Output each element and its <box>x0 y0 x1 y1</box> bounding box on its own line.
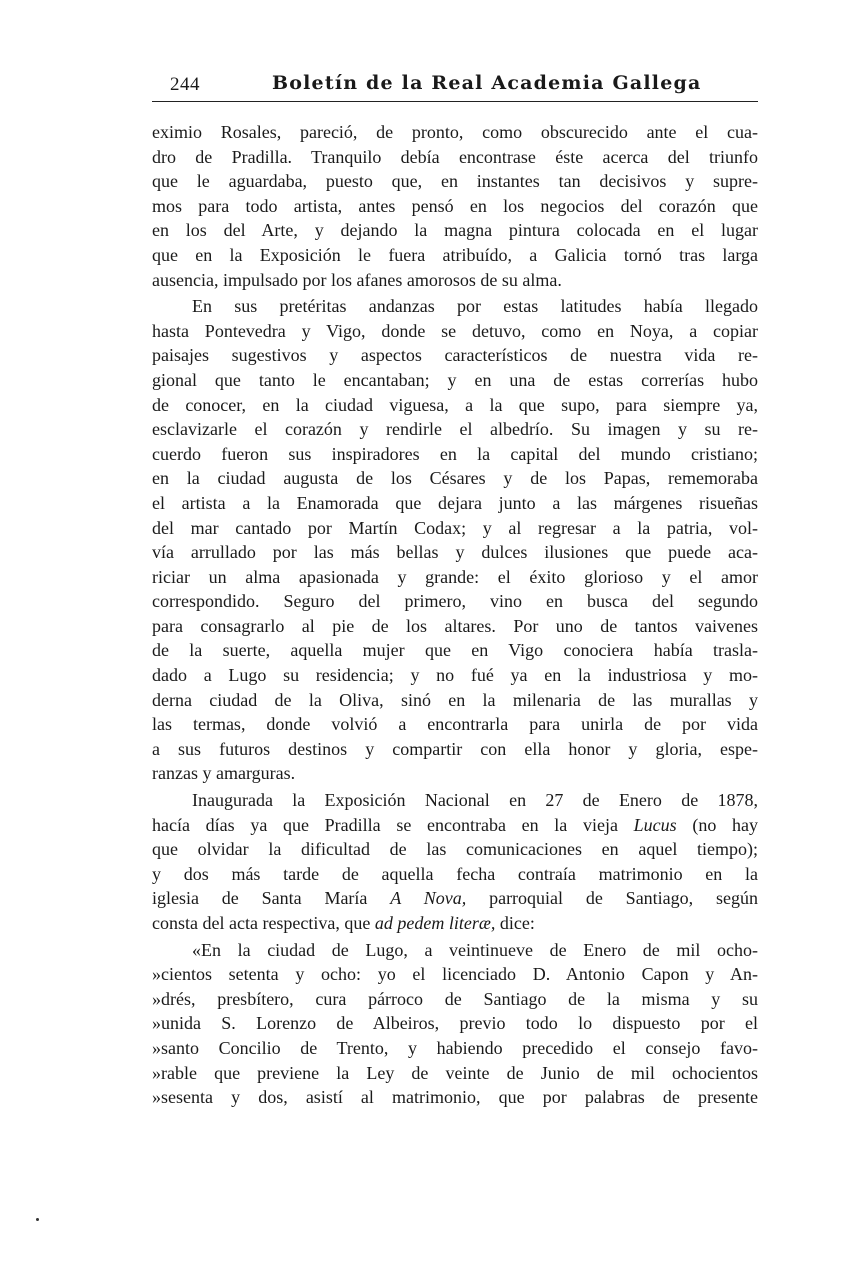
page-number: 244 <box>170 74 200 95</box>
running-title: Boletín de la Real Academia Gallega <box>272 72 702 94</box>
body-text <box>152 120 758 1110</box>
text-line: esclavizarle el corazón y rendirle el albedrío. Su imagen y su re- <box>152 419 758 440</box>
text-line: dro de Pradilla. Tranquilo debía encontrase éste acerca del triunfo <box>152 146 758 167</box>
text-line: ranzas y amarguras. <box>152 763 296 784</box>
text-line: En sus pretéritas andanzas por estas latitudes había llegado <box>192 296 758 317</box>
text-line: las termas, donde volvió a encontrarla para unirla de por vida <box>152 714 758 735</box>
text-line: ausencia, impulsado por los afanes amorosos de su alma. <box>152 269 562 290</box>
text-line: cuerdo fueron sus inspiradores en la capital del mundo cristiano; <box>152 443 758 464</box>
text-line: correspondido. Seguro del primero, vino en busca del segundo <box>152 591 758 612</box>
header-rule <box>152 101 758 102</box>
paragraph <box>152 938 758 1110</box>
text-line: gional que tanto le encantaban; y en una de estas correrías hubo <box>152 369 758 390</box>
text-line: dado a Lugo su residencia; y no fué ya en la industriosa y mo- <box>152 665 758 686</box>
text-line: en la ciudad augusta de los Césares y de los Papas, rememoraba <box>152 468 758 489</box>
paragraph <box>152 294 758 786</box>
paragraph <box>152 120 758 292</box>
stray-mark <box>36 1218 39 1221</box>
text-line: y dos más tarde de aquella fecha contraía matrimonio en la <box>152 863 758 884</box>
text-line: «En la ciudad de Lugo, a veintinueve de Enero de mil ocho- <box>192 939 758 960</box>
text-line: para consagrarlo al pie de los altares. Por uno de tantos vaivenes <box>152 615 758 636</box>
text-line: Inaugurada la Exposición Nacional en 27 de Enero de 1878, <box>192 790 758 811</box>
text-line: iglesia de Santa María A Nova, parroquial de Santiago, según <box>152 888 758 909</box>
text-line: »sesenta y dos, asistí al matrimonio, que por palabras de presente <box>152 1087 758 1108</box>
text-line: »drés, presbítero, cura párroco de Santiago de la misma y su <box>152 988 758 1009</box>
text-line: derna ciudad de la Oliva, sinó en la milenaria de las murallas y <box>152 689 758 710</box>
text-line: de conocer, en la ciudad viguesa, a la que supo, para siempre ya, <box>152 394 758 415</box>
text-line: mos para todo artista, antes pensó en los negocios del corazón que <box>152 195 758 216</box>
text-line: en los del Arte, y dejando la magna pintura colocada en el lugar <box>152 220 758 241</box>
text-line: hasta Pontevedra y Vigo, donde se detuvo, como en Noya, a copiar <box>152 320 758 341</box>
text-line: vía arrullado por las más bellas y dulces ilusiones que puede aca- <box>152 542 758 563</box>
running-header <box>152 70 758 100</box>
text-line: »rable que previene la Ley de veinte de Junio de mil ochocientos <box>152 1062 758 1083</box>
text-line: del mar cantado por Martín Codax; y al regresar a la patria, vol- <box>152 517 758 538</box>
paragraph <box>152 788 758 936</box>
text-line: »unida S. Lorenzo de Albeiros, previo todo lo dispuesto por el <box>152 1013 758 1034</box>
text-line: »santo Concilio de Trento, y habiendo precedido el consejo favo- <box>152 1037 758 1058</box>
text-line: consta del acta respectiva, que ad pedem literæ, dice: <box>152 913 535 933</box>
text-line: de la suerte, aquella mujer que en Vigo conociera había trasla- <box>152 640 758 661</box>
text-line: el artista a la Enamorada que dejara junto a las márgenes risueñas <box>152 492 758 513</box>
text-line: hacía días ya que Pradilla se encontraba en la vieja Lucus (no hay <box>152 814 758 835</box>
text-line: que le aguardaba, puesto que, en instantes tan decisivos y supre- <box>152 171 758 192</box>
text-line: que en la Exposición le fuera atribuído, a Galicia tornó tras larga <box>152 244 758 265</box>
text-line: a sus futuros destinos y compartir con ella honor y gloria, espe- <box>152 738 758 759</box>
text-line: riciar un alma apasionada y grande: el éxito glorioso y el amor <box>152 566 758 587</box>
text-line: que olvidar la dificultad de las comunicaciones en aquel tiempo); <box>152 839 758 860</box>
text-line: paisajes sugestivos y aspectos característicos de nuestra vida re- <box>152 345 758 366</box>
text-line: »cientos setenta y ocho: yo el licenciado D. Antonio Capon y An- <box>152 964 758 985</box>
text-line: eximio Rosales, pareció, de pronto, como obscurecido ante el cua- <box>152 122 758 142</box>
